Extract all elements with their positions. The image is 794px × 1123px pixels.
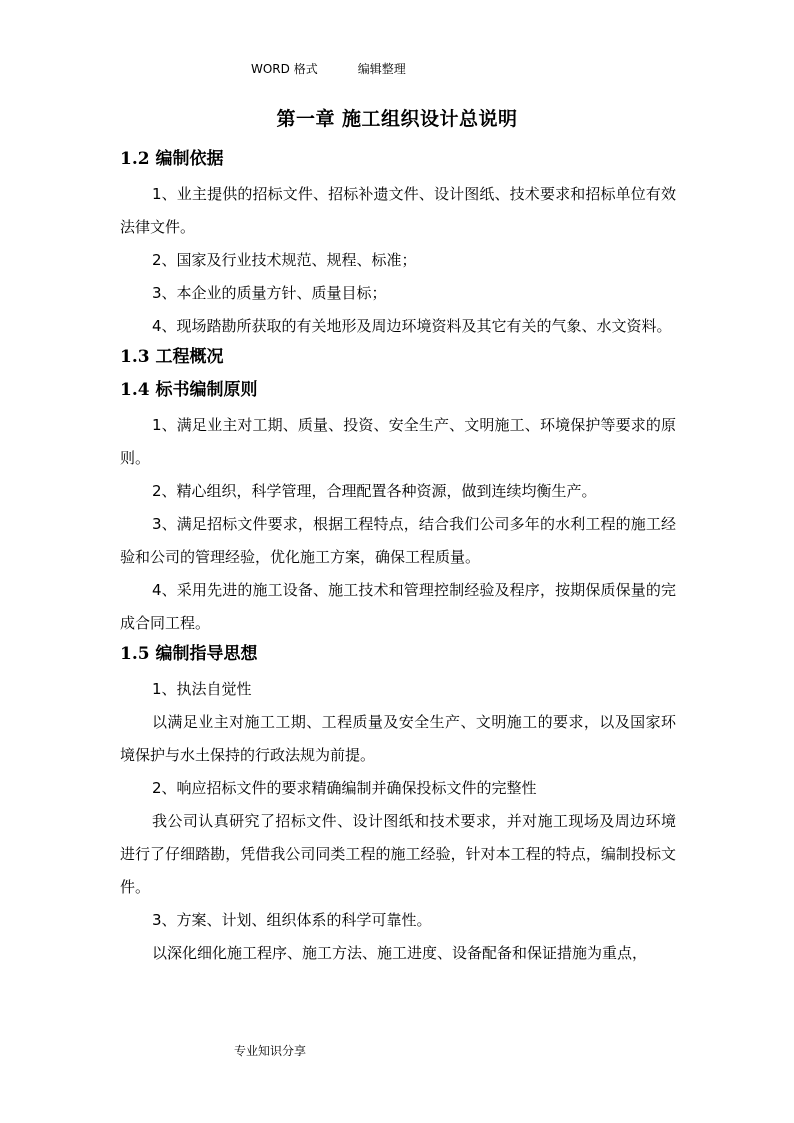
document-body	[120, 145, 676, 970]
paragraph: 3、满足招标文件要求，根据工程特点，结合我们公司多年的水利工程的施工经验和公司的管理经验，优化施工方案，确保工程质量。	[120, 515, 676, 566]
page-header	[251, 60, 406, 77]
paragraph: 4、现场踏勘所获取的有关地形及周边环境资料及其它有关的气象、水文资料。	[152, 317, 672, 335]
paragraph: 4、采用先进的施工设备、施工技术和管理控制经验及程序，按期保质保量的完成合同工程。	[120, 581, 676, 632]
section-heading-1-2: 1.2 编制依据	[120, 149, 224, 169]
chapter-title: 第一章 施工组织设计总说明	[276, 108, 518, 130]
section-heading-1-3: 1.3 工程概况	[120, 347, 224, 367]
section-heading-1-4: 1.4 标书编制原则	[120, 380, 258, 400]
paragraph: 1、满足业主对工期、质量、投资、安全生产、文明施工、环境保护等要求的原则。	[120, 416, 676, 467]
paragraph: 我公司认真研究了招标文件、设计图纸和技术要求，并对施工现场及周边环境进行了仔细踏勘，凭借我公司同类工程的施工经验，针对本工程的特点，编制投标文件。	[120, 812, 676, 896]
paragraph: 1、执法自觉性	[152, 680, 252, 698]
section-heading-1-5: 1.5 编制指导思想	[120, 644, 258, 664]
paragraph: 2、精心组织，科学管理，合理配置各种资源，做到连续均衡生产。	[152, 482, 597, 500]
header-edit-label: 编辑整理	[357, 62, 406, 76]
paragraph: 1、业主提供的招标文件、招标补遗文件、设计图纸、技术要求和招标单位有效法律文件。	[120, 185, 676, 236]
page-footer: 专业知识分享	[234, 1044, 307, 1058]
paragraph: 以满足业主对施工工期、工程质量及安全生产、文明施工的要求，以及国家环境保护与水土保持的行政法规为前提。	[120, 713, 676, 764]
paragraph: 3、方案、计划、组织体系的科学可靠性。	[152, 911, 432, 929]
paragraph: 3、本企业的质量方针、质量目标；	[152, 284, 387, 302]
header-format-label: WORD 格式	[251, 62, 318, 76]
paragraph: 2、国家及行业技术规范、规程、标准；	[152, 251, 417, 269]
paragraph: 2、响应招标文件的要求精确编制并确保投标文件的完整性	[152, 779, 537, 797]
paragraph: 以深化细化施工程序、施工方法、施工进度、设备配备和保证措施为重点，	[152, 944, 648, 962]
